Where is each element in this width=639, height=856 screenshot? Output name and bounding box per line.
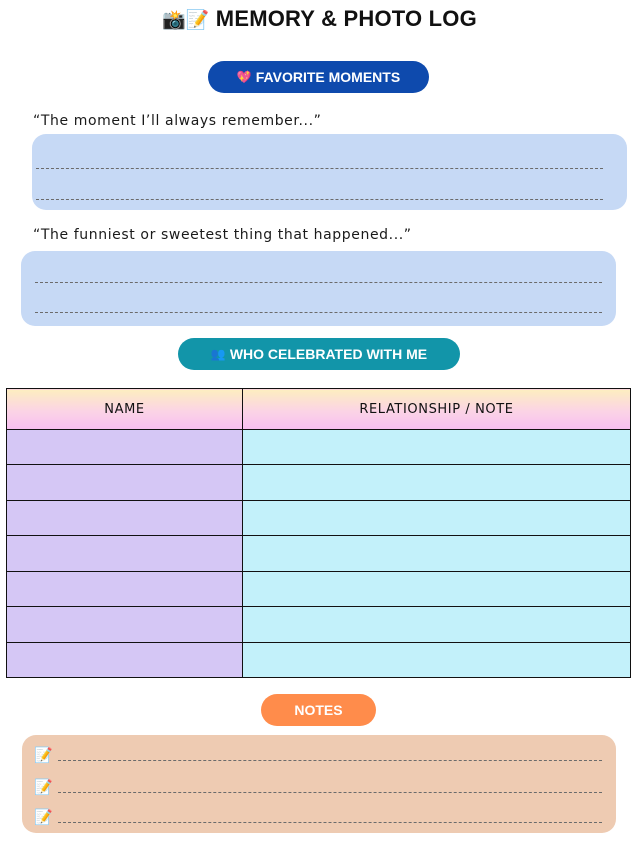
note-line-row <box>34 743 602 765</box>
note-writing-line[interactable] <box>58 792 602 793</box>
funniest-writing-area[interactable] <box>21 251 616 326</box>
note-writing-line[interactable] <box>58 822 602 823</box>
favorite-moments-heading <box>208 61 429 93</box>
relationship-note-cell[interactable] <box>243 500 631 535</box>
notes-writing-area[interactable] <box>22 735 616 833</box>
people-icon: 👥 <box>210 347 226 361</box>
name-cell[interactable] <box>7 642 243 677</box>
name-cell[interactable] <box>7 465 243 500</box>
note-line-row <box>34 775 602 797</box>
table-row <box>7 500 631 535</box>
relationship-note-cell[interactable] <box>243 607 631 642</box>
notes-heading <box>261 694 376 726</box>
relationship-note-cell[interactable] <box>243 536 631 571</box>
note-writing-line[interactable] <box>58 760 602 761</box>
remember-writing-area[interactable] <box>32 134 627 210</box>
writing-line <box>35 312 602 313</box>
table-row <box>7 430 631 465</box>
memo-pencil-icon: 📝 <box>34 747 53 764</box>
memo-pencil-icon: 📝 <box>34 809 53 826</box>
notes-label: NOTES <box>294 702 343 718</box>
writing-line <box>36 168 603 169</box>
heart-icon: 💖 <box>236 70 252 84</box>
relationship-note-cell[interactable] <box>243 571 631 606</box>
column-header-relationship: RELATIONSHIP / NOTE <box>243 389 631 430</box>
name-cell[interactable] <box>7 571 243 606</box>
table-header-row <box>7 389 631 430</box>
column-header-name: NAME <box>7 389 243 430</box>
writing-line <box>35 282 602 283</box>
camera-memo-icon: 📸📝 <box>162 10 210 31</box>
table-row <box>7 607 631 642</box>
note-line-row <box>34 805 602 827</box>
relationship-note-cell[interactable] <box>243 465 631 500</box>
table-row <box>7 642 631 677</box>
relationship-note-cell[interactable] <box>243 430 631 465</box>
page-title-text: MEMORY & PHOTO LOG <box>215 6 477 31</box>
table-row <box>7 571 631 606</box>
memo-pencil-icon: 📝 <box>34 779 53 796</box>
writing-line <box>36 199 603 200</box>
celebration-table <box>6 388 631 678</box>
prompt-funniest: “The funniest or sweetest thing that happened...” <box>33 227 412 243</box>
page-title <box>0 6 639 32</box>
who-celebrated-heading <box>178 338 460 370</box>
table-row <box>7 465 631 500</box>
table-row <box>7 536 631 571</box>
name-cell[interactable] <box>7 430 243 465</box>
who-celebrated-label: WHO CELEBRATED WITH ME <box>229 346 428 362</box>
favorite-moments-label: FAVORITE MOMENTS <box>255 69 401 85</box>
name-cell[interactable] <box>7 536 243 571</box>
prompt-remember: “The moment I’ll always remember...” <box>33 113 322 129</box>
relationship-note-cell[interactable] <box>243 642 631 677</box>
name-cell[interactable] <box>7 607 243 642</box>
name-cell[interactable] <box>7 500 243 535</box>
